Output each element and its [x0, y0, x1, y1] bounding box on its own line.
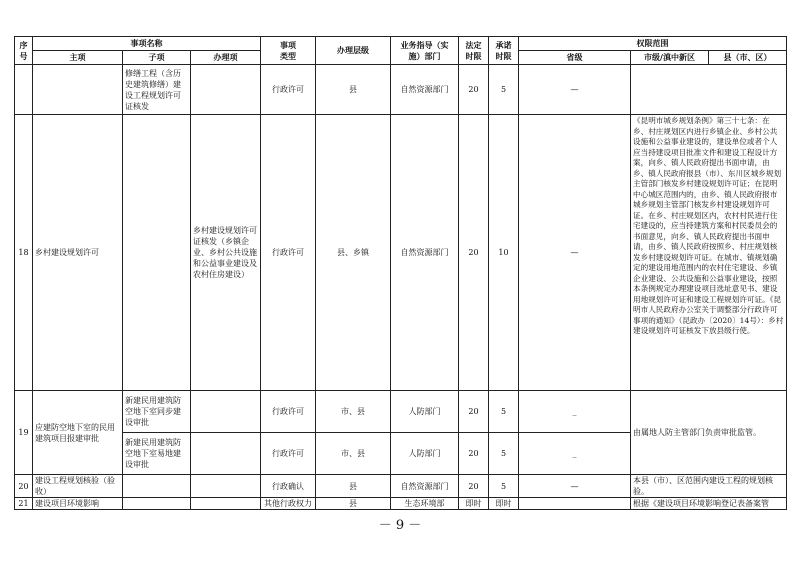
province-cell: —: [519, 475, 631, 498]
handle-item-cell: 乡村建设规划许可证核发（乡镇企业、乡村公共设施和公益事业建设及农村住房建设）: [191, 115, 261, 391]
header-city: 市级/滇中新区: [631, 51, 709, 65]
header-promise-limit: 承诺 时限: [489, 37, 519, 65]
legal-cell: 20: [459, 391, 489, 433]
province-cell: —: [519, 115, 631, 391]
dept-cell: 人防部门: [391, 433, 459, 475]
header-seq: 序 号: [15, 37, 33, 65]
seq-cell: 19: [15, 391, 33, 475]
header-type: 事项 类型: [261, 37, 316, 65]
page-number: － 9 －: [378, 518, 422, 533]
scope-text-cell: 《昆明市城乡规划条例》第三十七条：在乡、村庄规划区内进行乡镇企业、乡村公共设施和公益事业建设的，建设单位或者个人应当持建设项目批准文件和建设工程设计方案，向乡、镇人民政府提出书面申请，由乡、镇人民政府报县（市）、东川区城乡规划主管部门核发乡村建设规划许可证；在昆明中心城区范围内的，由乡、镇人民政府报市城乡规划主管部门核发乡村建设规划许可证。在乡、村庄规划区内，农村村民进行住宅建设的，应当持建筑方案和村民委员会的书面意见，向乡、镇人民政府提出书面申请，由乡、镇人民政府按照乡、村庄规划核发乡村建设规划许可证。在城市、镇规划确定的建设用地范围内的农村住宅建设、乡镇企业建设、公共设施和公益事业建设，按照本条例规定办理建设项目选址意见书、建设用地规划许可证和建设工程规划许可证。《昆明市人民政府办公室关于调整部分行政许可事项的通知》（昆政办〔2020〕14号）：乡村建设规划许可证核发下放县级行使。: [631, 115, 787, 391]
sub-item-cell: 修缮工程（含历史建筑修缮）建设工程规划许可证核发: [123, 65, 191, 115]
header-sub-item: 子项: [123, 51, 191, 65]
legal-cell: 20: [459, 115, 489, 391]
scope-text-cell: 本县（市）、区范围内建设工程的规划核验。: [631, 475, 787, 498]
legal-cell: 20: [459, 65, 489, 115]
main-item-cell: 应建防空地下室的民用建筑项目报建审批: [33, 391, 123, 475]
header-province: 省级: [519, 51, 631, 65]
level-cell: 县: [316, 475, 391, 498]
type-cell: 行政许可: [261, 65, 316, 115]
table-row: [15, 65, 787, 115]
legal-cell: 20: [459, 475, 489, 498]
table-row: [15, 475, 787, 498]
promise-cell: 即时: [489, 498, 519, 510]
legal-cell: 20: [459, 433, 489, 475]
sub-item-cell: 新建民用建筑防空地下室同步建设审批: [123, 391, 191, 433]
header-scope: 权限范围: [519, 37, 787, 51]
level-cell: 县: [316, 498, 391, 510]
main-item-cell: 建设项目环境影响: [33, 498, 123, 510]
level-cell: 市、县: [316, 433, 391, 475]
legal-cell: 即时: [459, 498, 489, 510]
promise-cell: 5: [489, 391, 519, 433]
promise-cell: 5: [489, 433, 519, 475]
table-row: [15, 115, 787, 391]
header-main-item: 主项: [33, 51, 123, 65]
seq-cell: 21: [15, 498, 33, 510]
header-item-name: 事项名称: [33, 37, 261, 51]
type-cell: 行政许可: [261, 115, 316, 391]
header-dept: 业务指导（实 施）部门: [391, 37, 459, 65]
dept-cell: 人防部门: [391, 391, 459, 433]
main-item-cell: 建设工程规划核验（验收）: [33, 475, 123, 498]
level-cell: 县: [316, 65, 391, 115]
table-row: [15, 498, 787, 510]
level-cell: 市、县: [316, 391, 391, 433]
type-cell: 行政许可: [261, 391, 316, 433]
promise-cell: 10: [489, 115, 519, 391]
dept-cell: 生态环境部: [391, 498, 459, 510]
header-county: 县（市、区）: [709, 51, 787, 65]
dept-cell: 自然资源部门: [391, 115, 459, 391]
scope-text-cell: 根据《建设项目环境影响登记表备案管: [631, 498, 787, 510]
sub-item-cell: 新建民用建筑防空地下室易地建设审批: [123, 433, 191, 475]
table-row: [15, 391, 787, 433]
scope-text-cell: 由属地人防主管部门负责审批监管。: [631, 391, 787, 475]
type-cell: 行政确认: [261, 475, 316, 498]
header-handle-item: 办理项: [191, 51, 261, 65]
province-cell: _: [519, 433, 631, 475]
province-cell: _: [519, 391, 631, 433]
power-list-table: [14, 36, 787, 510]
header-legal-limit: 法定 时限: [459, 37, 489, 65]
promise-cell: 5: [489, 65, 519, 115]
type-cell: 行政许可: [261, 433, 316, 475]
main-item-cell: 乡村建设规划许可: [33, 115, 123, 391]
header-level: 办理层级: [316, 37, 391, 65]
type-cell: 其他行政权力: [261, 498, 316, 510]
seq-cell: 20: [15, 475, 33, 498]
seq-cell: 18: [15, 115, 33, 391]
promise-cell: 5: [489, 475, 519, 498]
province-cell: —: [519, 65, 631, 115]
level-cell: 县、乡镇: [316, 115, 391, 391]
dept-cell: 自然资源部门: [391, 65, 459, 115]
dept-cell: 自然资源部门: [391, 475, 459, 498]
